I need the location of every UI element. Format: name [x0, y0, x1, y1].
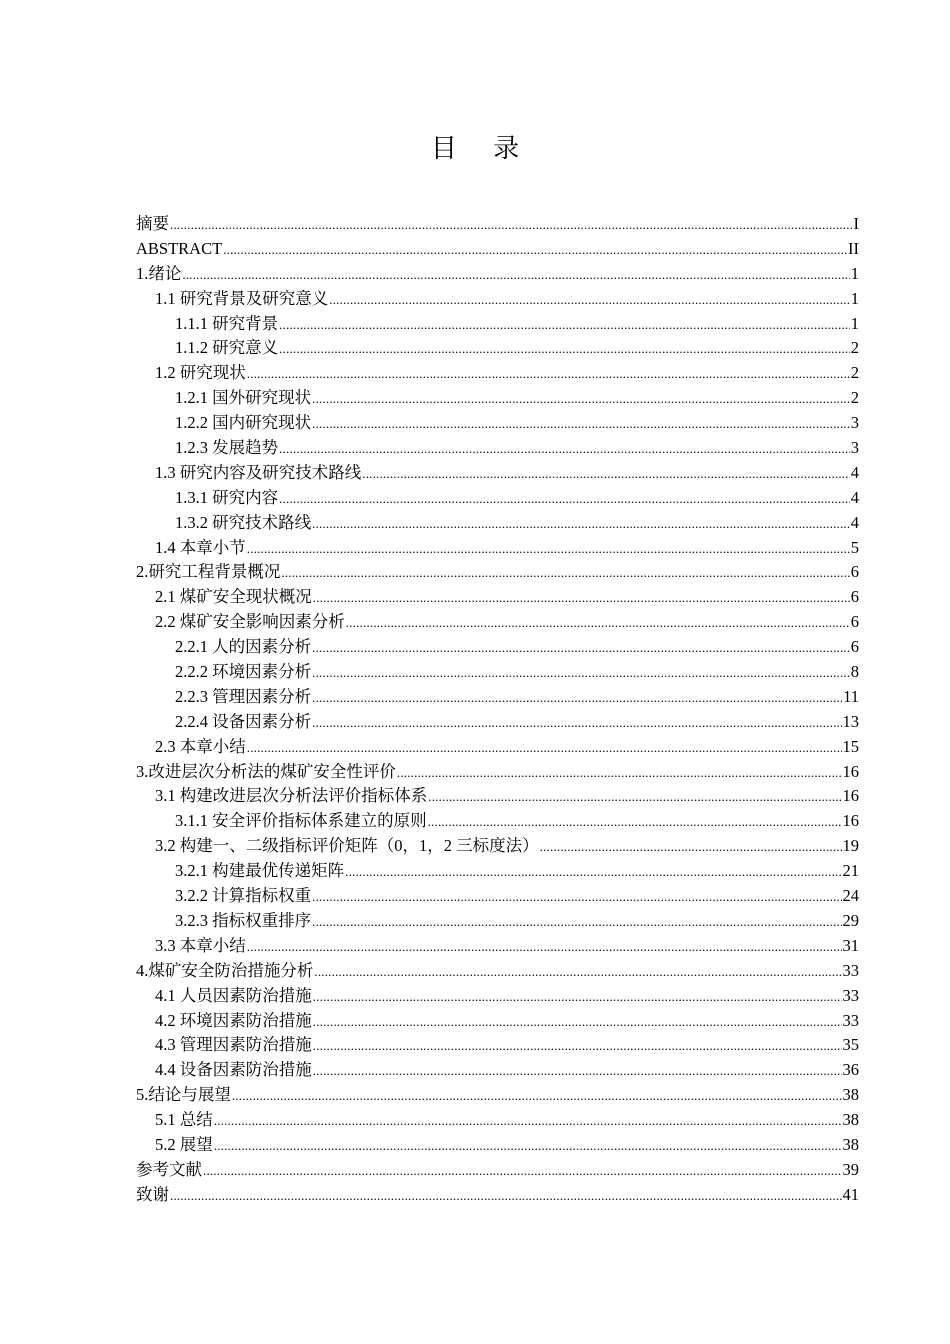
- toc-entry-page-number: 5: [850, 537, 859, 557]
- toc-dot-leader: [346, 611, 850, 636]
- toc-dot-leader: [312, 636, 850, 661]
- toc-entry-page-number: 16: [842, 761, 859, 781]
- toc-entry-page-number: 16: [842, 811, 859, 831]
- toc-dot-leader: [232, 1084, 842, 1109]
- toc-entry[interactable]: [136, 784, 859, 809]
- toc-entry-label: 4.煤矿安全防治措施分析: [136, 960, 314, 980]
- toc-entry-label: 2.2.1 人的因素分析: [175, 637, 312, 657]
- toc-dot-leader: [329, 288, 850, 313]
- toc-entry[interactable]: [136, 361, 859, 386]
- toc-entry[interactable]: [136, 1009, 859, 1034]
- toc-entry-label: 1.绪论: [136, 263, 182, 283]
- toc-entry-page-number: 2: [850, 388, 859, 408]
- toc-entry[interactable]: [136, 934, 859, 959]
- toc-entry-label: 4.1 人员因素防治措施: [155, 985, 312, 1005]
- toc-dot-leader: [247, 935, 842, 960]
- toc-entry-label: 3.1.1 安全评价指标体系建立的原则: [175, 811, 427, 831]
- toc-dot-leader: [313, 1034, 842, 1059]
- toc-entry-label: 1.4 本章小节: [155, 537, 246, 557]
- toc-entry-page-number: I: [853, 214, 859, 233]
- toc-entry-page-number: 2: [850, 338, 859, 358]
- toc-dot-leader: [247, 736, 842, 761]
- toc-entry-label: 5.结论与展望: [136, 1085, 231, 1105]
- toc-entry-page-number: 3: [850, 413, 859, 433]
- toc-entry-page-number: 1: [850, 263, 859, 283]
- toc-entry-page-number: 3: [850, 438, 859, 458]
- toc-entry[interactable]: [136, 1158, 859, 1183]
- toc-entry-page-number: 1: [850, 288, 859, 308]
- toc-entry[interactable]: [136, 336, 859, 361]
- toc-dot-leader: [312, 885, 841, 910]
- toc-entry-page-number: 36: [842, 1060, 859, 1080]
- toc-dot-leader: [170, 213, 853, 238]
- toc-dot-leader: [312, 910, 841, 935]
- toc-entry[interactable]: [136, 635, 859, 660]
- toc-entry[interactable]: [136, 536, 859, 561]
- toc-entry-page-number: 38: [842, 1110, 859, 1130]
- toc-dot-leader: [313, 586, 850, 611]
- toc-dot-leader: [279, 337, 850, 362]
- toc-entry[interactable]: [136, 237, 859, 262]
- toc-dot-leader: [182, 263, 849, 288]
- toc-entry-label: 3.1 构建改进层次分析法评价指标体系: [155, 786, 428, 806]
- toc-entry-page-number: 1: [850, 313, 859, 333]
- toc-dot-leader: [214, 1109, 842, 1134]
- toc-entry-page-number: 13: [842, 711, 859, 731]
- toc-entry[interactable]: [136, 685, 859, 710]
- toc-dot-leader: [345, 860, 841, 885]
- toc-entry-label: 1.3 研究内容及研究技术路线: [155, 462, 362, 482]
- toc-entry[interactable]: [136, 859, 859, 884]
- toc-entry-label: 1.1.1 研究背景: [175, 313, 279, 333]
- toc-entry-label: 3.3 本章小结: [155, 935, 246, 955]
- toc-entry[interactable]: [136, 884, 859, 909]
- toc-entry-page-number: 6: [850, 637, 859, 657]
- toc-entry-label: 2.研究工程背景概况: [136, 562, 281, 582]
- toc-dot-leader: [279, 313, 850, 338]
- toc-dot-leader: [247, 362, 850, 387]
- toc-entry[interactable]: [136, 1033, 859, 1058]
- toc-entry-page-number: 4: [850, 487, 859, 507]
- toc-entry-label: 3.2 构建一、二级指标评价矩阵（0，1，2 三标度法）: [155, 836, 539, 856]
- toc-entry-label: 1.1.2 研究意义: [175, 338, 279, 358]
- toc-entry-page-number: 15: [842, 736, 859, 756]
- toc-entry[interactable]: [136, 909, 859, 934]
- toc-entry[interactable]: [136, 760, 859, 785]
- toc-entry[interactable]: [136, 411, 859, 436]
- toc-entry-label: 2.2.4 设备因素分析: [175, 711, 312, 731]
- page-title: 目 录: [430, 134, 534, 164]
- toc-entry[interactable]: [136, 610, 859, 635]
- toc-dot-leader: [214, 1134, 842, 1159]
- toc-entry-page-number: 6: [850, 612, 859, 632]
- toc-entry-label: 参考文献: [136, 1159, 202, 1179]
- toc-entry[interactable]: [136, 1083, 859, 1108]
- toc-entry-page-number: 6: [850, 587, 859, 607]
- toc-dot-leader: [428, 785, 841, 810]
- toc-entry[interactable]: [136, 959, 859, 984]
- toc-entry-page-number: 21: [842, 861, 859, 881]
- toc-entry-label: 2.2 煤矿安全影响因素分析: [155, 612, 345, 632]
- toc-entry-label: 2.3 本章小结: [155, 736, 246, 756]
- toc-dot-leader: [279, 487, 850, 512]
- toc-entry-page-number: 4: [850, 512, 859, 532]
- toc-entry-page-number: II: [848, 238, 859, 258]
- toc-entry-page-number: 16: [842, 786, 859, 806]
- toc-entry[interactable]: [136, 212, 859, 237]
- toc-entry-page-number: 33: [842, 1010, 859, 1030]
- toc-entry[interactable]: [136, 461, 859, 486]
- toc-dot-leader: [312, 711, 841, 736]
- toc-dot-leader: [312, 512, 850, 537]
- toc-entry[interactable]: [136, 660, 859, 685]
- toc-entry-label: 2.1 煤矿安全现状概况: [155, 587, 312, 607]
- toc-entry-page-number: 8: [850, 662, 859, 682]
- toc-entry-page-number: 11: [843, 686, 859, 706]
- toc-entry-label: 1.2.2 国内研究现状: [175, 413, 312, 433]
- toc-entry[interactable]: [136, 486, 859, 511]
- toc-entry-label: 5.2 展望: [155, 1134, 213, 1154]
- toc-entry-label: 摘要: [136, 214, 169, 233]
- toc-entry-label: 4.4 设备因素防治措施: [155, 1060, 312, 1080]
- toc-entry-label: 5.1 总结: [155, 1110, 213, 1130]
- toc-entry[interactable]: [136, 511, 859, 536]
- toc-entry-label: 致谢: [136, 1184, 169, 1204]
- toc-entry[interactable]: [136, 984, 859, 1009]
- toc-entry-page-number: 4: [850, 462, 859, 482]
- toc-dot-leader: [279, 437, 850, 462]
- toc-entry-label: 4.3 管理因素防治措施: [155, 1035, 312, 1055]
- toc-dot-leader: [314, 960, 841, 985]
- toc-entry-label: 2.2.3 管理因素分析: [175, 686, 312, 706]
- toc-entry-label: 2.2.2 环境因素分析: [175, 662, 312, 682]
- toc-dot-leader: [170, 1184, 842, 1209]
- toc-entry-page-number: 39: [842, 1159, 859, 1179]
- toc-entry-label: 3.2.2 计算指标权重: [175, 886, 312, 906]
- toc-entry-label: 1.3.2 研究技术路线: [175, 512, 312, 532]
- toc-entry[interactable]: [136, 287, 859, 312]
- toc-entry[interactable]: [136, 1058, 859, 1083]
- toc-entry[interactable]: [136, 585, 859, 610]
- toc-entry-page-number: 31: [842, 935, 859, 955]
- toc-entry[interactable]: [136, 386, 859, 411]
- toc-entry-label: 1.2.1 国外研究现状: [175, 388, 312, 408]
- toc-entry[interactable]: [136, 1183, 859, 1208]
- toc-entry[interactable]: [136, 312, 859, 337]
- toc-dot-leader: [397, 761, 842, 786]
- toc-entry[interactable]: [136, 809, 859, 834]
- toc-entry-page-number: 24: [842, 886, 859, 906]
- toc-entry-label: 3.2.3 指标权重排序: [175, 910, 312, 930]
- toc-dot-leader: [312, 412, 850, 437]
- table-of-contents: [136, 212, 859, 1208]
- toc-entry-page-number: 35: [842, 1035, 859, 1055]
- toc-entry[interactable]: [136, 710, 859, 735]
- toc-dot-leader: [312, 661, 850, 686]
- toc-dot-leader: [540, 835, 842, 860]
- toc-dot-leader: [313, 1010, 842, 1035]
- toc-entry-page-number: 6: [850, 562, 859, 582]
- toc-entry-page-number: 33: [842, 960, 859, 980]
- toc-entry-label: ABSTRACT: [136, 238, 223, 258]
- toc-entry[interactable]: [136, 1108, 859, 1133]
- toc-entry-label: 4.2 环境因素防治措施: [155, 1010, 312, 1030]
- toc-entry-page-number: 19: [842, 836, 859, 856]
- toc-entry-label: 1.2 研究现状: [155, 363, 246, 383]
- toc-dot-leader: [247, 537, 850, 562]
- toc-entry[interactable]: [136, 262, 859, 287]
- toc-entry[interactable]: [136, 560, 859, 585]
- toc-entry-page-number: 33: [842, 985, 859, 1005]
- toc-dot-leader: [313, 985, 842, 1010]
- toc-entry-page-number: 29: [842, 910, 859, 930]
- toc-dot-leader: [312, 387, 850, 412]
- toc-entry-page-number: 2: [850, 363, 859, 383]
- toc-entry-label: 3.改进层次分析法的煤矿安全性评价: [136, 761, 396, 781]
- toc-dot-leader: [203, 1159, 842, 1184]
- toc-entry[interactable]: [136, 834, 859, 859]
- toc-dot-leader: [313, 1059, 842, 1084]
- toc-entry[interactable]: [136, 735, 859, 760]
- toc-dot-leader: [312, 686, 842, 711]
- toc-entry-page-number: 38: [842, 1085, 859, 1105]
- toc-entry-page-number: 41: [842, 1184, 859, 1204]
- toc-entry-label: 1.1 研究背景及研究意义: [155, 288, 329, 308]
- toc-entry[interactable]: [136, 1133, 859, 1158]
- toc-dot-leader: [428, 810, 842, 835]
- toc-entry[interactable]: [136, 436, 859, 461]
- toc-dot-leader: [362, 462, 850, 487]
- toc-entry-label: 3.2.1 构建最优传递矩阵: [175, 861, 345, 881]
- toc-dot-leader: [281, 561, 849, 586]
- toc-entry-label: 1.2.3 发展趋势: [175, 438, 279, 458]
- toc-dot-leader: [223, 238, 847, 263]
- toc-entry-page-number: 38: [842, 1134, 859, 1154]
- toc-entry-label: 1.3.1 研究内容: [175, 487, 279, 507]
